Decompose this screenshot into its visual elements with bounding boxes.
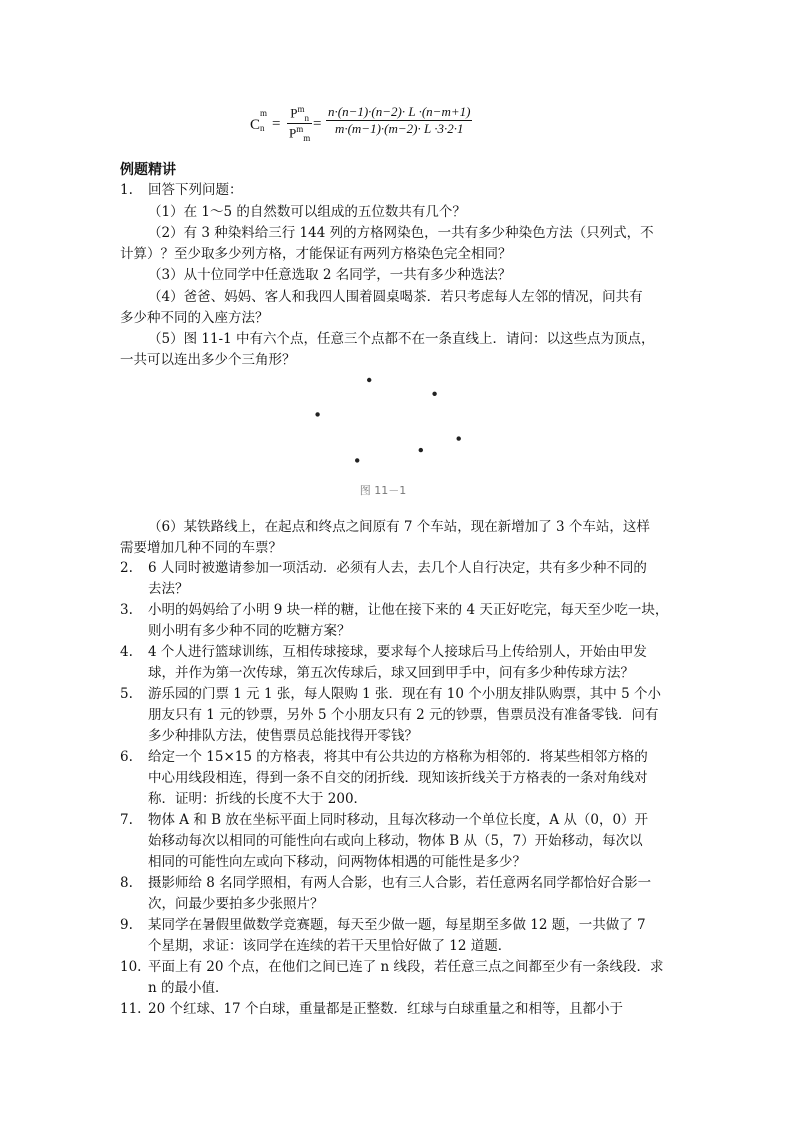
problem1-sub1: （1）在 1～5 的自然数可以组成的五位数共有几个？ [148,204,466,220]
combination-formula [250,104,550,148]
figure-point-2 [432,392,436,396]
problem-line: 个星期，求证：该同学在连续的若干天里恰好做了 12 道题． [148,938,512,954]
formula-equals-2: = [313,116,322,132]
problem-line: 摄影师给 8 名同学照相，有两人合影，也有三人合影，若任意两名同学都恰好合影一 [148,875,652,891]
figure-point-6 [355,458,359,462]
problem-number: 11. [120,1001,142,1017]
problem1-sub5-line1: （5）图 11-1 中有六个点，任意三个点都不在一条直线上．请问：以这些点为顶点， [148,331,655,347]
problem-line: 相同的可能性向左或向下移动，问两物体相遇的可能性是多少？ [148,854,526,870]
problem-line: 称．证明：折线的长度不大于 200． [148,791,368,807]
problem-line: n 的最小值． [148,980,229,996]
formula-equals-1: = [272,116,281,132]
problem-line: 则小明有多少种不同的吃糖方案？ [148,623,351,639]
problem-number: 3. [120,602,133,618]
problem-number: 5. [120,686,133,702]
problem1-sub4-line2: 多少种不同的入座方法？ [120,310,269,326]
problem1-sub6-line2: 需要增加几种不同的车票？ [120,540,282,556]
formula-mid-fraction: $P^m_n$ $P^m_m$ [289,104,311,143]
problem-number: 6. [120,749,133,765]
problem-line: 20 个红球、17 个白球，重量都是正整数．红球与白球重量之和相等，且都小于 [148,1001,623,1017]
problem1-intro: 回答下列问题： [148,182,243,198]
problem1-sub2-line2: 计算）？至少取多少列方格，才能保证有两列方格染色完全相同？ [120,246,512,262]
formula-right-fraction: $\frac{n\cdot(n-1)\cdot(n-2)\cdot L \cdot(n-m+1)}{m\cdot(m-1)\cdot(m-2)\cdot L \cdot 3\cdot 2\cdot 1}$ [328,104,471,136]
problem1-sub6-line1: （6）某铁路线上，在起点和终点之间原有 7 个车站，现在新增加了 3 个车站，这样 [148,519,650,535]
problem-line: 6 人同时被邀请参加一项活动．必须有人去，去几个人自行决定，共有多少种不同的 [148,560,647,576]
problem-line: 小明的妈妈给了小明 9 块一样的糖，让他在接下来的 4 天正好吃完，每天至少吃一块， [148,602,669,618]
section-title: 例题精讲 [120,162,176,178]
problem-line: 去法？ [148,581,189,597]
problem-line: 4 个人进行篮球训练，互相传球接球，要求每个人接球后马上传给别人，开始由甲发 [148,644,647,660]
problem-line: 某同学在暑假里做数学竞赛题，每天至少做一题，每星期至多做 12 题，一共做了 7 [148,917,646,933]
problem-line: 多少种排队方法，使售票员总能找得开零钱？ [148,728,418,744]
problem1-sub4-line1: （4）爸爸、妈妈、客人和我四人围着圆桌喝茶．若只考虑每人左邻的情况，问共有 [148,289,643,305]
problem-number: 8. [120,875,133,891]
problem-line: 给定一个 15×15 的方格表，将其中有公共边的方格称为相邻的．将某些相邻方格的 [148,749,648,765]
problem-line: 物体 A 和 B 放在坐标平面上同时移动，且每次移动一个单位长度，A 从（0，0）开 [148,812,649,828]
problem-line: 游乐园的门票 1 元 1 张，每人限购 1 张．现在有 10 个小朋友排队购票，其中 5 个小 [148,686,661,702]
figure-point-5 [419,448,423,452]
problem1-sub3: （3）从十位同学中任意选取 2 名同学，一共有多少种选法？ [148,267,512,283]
problem-number: 1. [120,182,133,198]
problem-number: 7. [120,812,133,828]
problem-number: 9. [120,917,133,933]
problem-number: 2. [120,560,133,576]
problem-number: 4. [120,644,133,660]
problem-line: 始移动每次以相同的可能性向右或向上移动，物体 B 从（5，7）开始移动，每次以 [148,833,643,849]
figure-11-1 [297,365,469,505]
problem1-sub2-line1: （2）有 3 种染料给三行 144 列的方格网染色，一共有多少种染色方法（只列式，不 [148,225,654,241]
formula-lhs: C m n [250,108,268,133]
problem-number: 10. [120,959,142,975]
problem-line: 平面上有 20 个点，在他们之间已连了 n 线段，若任意三点之间都至少有一条线段．求 [148,959,664,975]
figure-point-1 [367,378,371,382]
figure-point-4 [457,436,461,440]
problem-line: 次，问最少要拍多少张照片？ [148,896,324,912]
problem-line: 朋友只有 1 元的钞票，另外 5 个小朋友只有 2 元的钞票，售票员没有准备零钱．问有 [148,707,659,723]
points-diagram [297,365,469,480]
figure-point-3 [315,412,319,416]
problem-line: 球，并作为第一次传球，第五次传球后，球又回到甲手中，问有多少种传球方法？ [148,665,634,681]
figure-caption: 图 11－1 [359,484,407,497]
problem-line: 中心用线段相连，得到一条不自交的闭折线．现知该折线关于方格表的一条对角线对 [148,770,648,786]
problem1-sub5-line2: 一共可以连出多少个三角形？ [120,352,296,368]
